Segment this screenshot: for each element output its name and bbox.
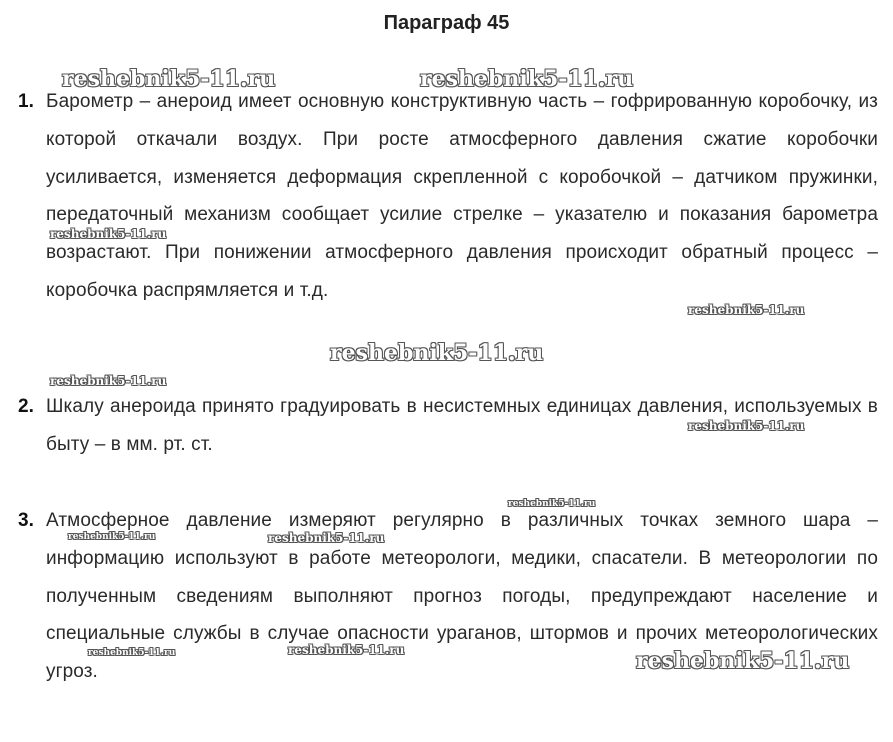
watermark: reshebnik5-11.ru [50,374,167,388]
watermark: reshebnik5-11.ru [288,643,405,657]
watermark: reshebnik5-11.ru [50,227,167,241]
item-text: Атмосферное давление измеряют регулярно в различных точках земного шара – информацию используют в работе метеорологи, медики, спасатели. В метеорологии по полученным сведениям выполняют прогноз погоды, предупреждают население и специальные службы в случае опасности ураганов, штормов и прочих метеорологических угроз. [46,510,878,683]
watermark: reshebnik5-11.ru [268,531,385,545]
item-text: Барометр – анероид имеет основную конструктивную часть – гофрированную коробочку, из которой откачали воздух. При росте атмосферного давления сжатие коробочки усиливается, изменяется деформация скрепленной с коробочкой – датчиком пружинки, передаточный механизм сообщает усилие стрелке – указателю и показания барометра возрастают. При понижении атмосферного давления происходит обратный процесс – коробочка распрямляется и т.д. [46,91,878,301]
answer-item-3 [18,502,878,691]
watermark: reshebnik5-11.ru [330,340,544,366]
item-number: 1. [18,91,34,112]
watermark: reshebnik5-11.ru [508,499,596,509]
item-number: 2. [18,396,34,417]
watermark: reshebnik5-11.ru [688,419,805,433]
watermark: reshebnik5-11.ru [62,66,276,92]
item-text: Шкалу анероида принято градуировать в несистемных единицах давления, используемых в быту – в мм. рт. ст. [46,396,878,455]
page-title: Параграф 45 [383,12,510,34]
item-number: 3. [18,510,34,531]
watermark: reshebnik5-11.ru [68,532,156,542]
watermark: reshebnik5-11.ru [88,648,176,658]
answer-item-1 [18,83,878,310]
answer-item-2 [18,388,878,464]
watermark: reshebnik5-11.ru [636,648,850,674]
watermark: reshebnik5-11.ru [420,66,634,92]
watermark: reshebnik5-11.ru [688,303,805,317]
